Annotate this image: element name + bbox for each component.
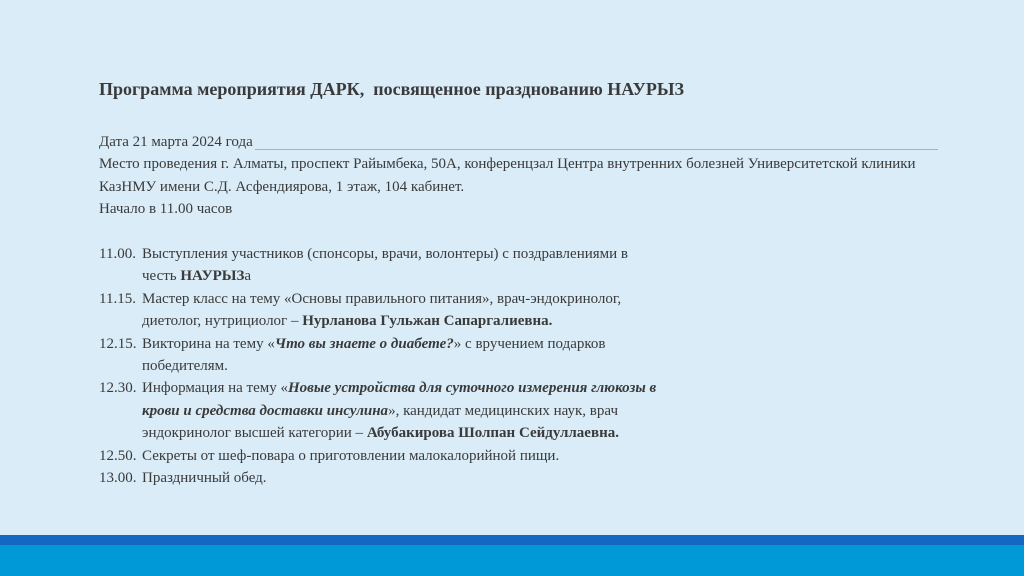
- program-item: [99, 467, 662, 489]
- program-text-segment: Викторина на тему «: [142, 335, 275, 352]
- date-text: Дата 21 марта 2024 года: [99, 134, 253, 150]
- program-text-segment: Новые устройства для суточного измерения глюкозы в крови и средства доставки инсулина: [142, 380, 657, 419]
- program-text-segment: Нурланова Гульжан Сапаргалиевна.: [302, 313, 553, 330]
- program-text-segment: Секреты от шеф-повара о приготовлении малокалорийной пищи.: [142, 447, 560, 464]
- program-item: [99, 377, 662, 444]
- program-text-segment: Мастер класс на тему «Основы правильного питания», врач-эндокринолог, диетолог, нутрициолог –: [142, 290, 622, 330]
- program-text-segment: Праздничный обед.: [142, 470, 267, 487]
- program-time: 11.15.: [99, 290, 136, 307]
- program-time: 13.00.: [99, 470, 137, 487]
- event-meta: [99, 131, 938, 221]
- start-time-text: Начало в 11.00 часов: [99, 201, 233, 218]
- program-text-segment: Что вы знаете о диабете?: [274, 335, 454, 352]
- program-item: [99, 333, 662, 378]
- program-item: [99, 243, 662, 288]
- program-text-segment: » с вручением подарков победителям.: [142, 335, 606, 375]
- program-text-segment: Информация на тему «: [142, 380, 288, 397]
- program-time: 12.50.: [99, 447, 137, 464]
- program-text-segment: НАУРЫЗ: [180, 268, 245, 285]
- program-time: 12.30.: [99, 380, 137, 397]
- program-text-segment: Абубакирова Шолпан Сейдуллаевна.: [366, 425, 619, 442]
- program-text-segment: а: [244, 268, 252, 285]
- program-text-segment: », кандидат медицинских наук, врач эндокринолог высшей категории –: [142, 402, 618, 442]
- program-text-segment: Выступления участников (спонсоры, врачи, волонтеры) с поздравлениями в честь: [142, 246, 628, 285]
- slide-content: [99, 78, 938, 489]
- bottom-accent-bar: [0, 535, 1024, 545]
- slide-title: Программа мероприятия ДАРК, посвященное празднованию НАУРЫЗ: [99, 79, 685, 99]
- bottom-footer-bar: [0, 545, 1024, 576]
- location-text: Место проведения г. Алматы, проспект Райымбека, 50А, конференцзал Центра внутренних болезней Университетской клиники КазНМУ имени С.Д. Асфендиярова, 1 этаж, 104 кабинет.: [99, 156, 916, 195]
- program-time: 12.15.: [99, 335, 137, 352]
- program-item: [99, 288, 662, 333]
- program-item: [99, 445, 662, 467]
- program-time: 11.00.: [99, 246, 136, 263]
- date-rule-line: [255, 131, 938, 150]
- date-line: [99, 131, 938, 153]
- program-list: [99, 243, 662, 489]
